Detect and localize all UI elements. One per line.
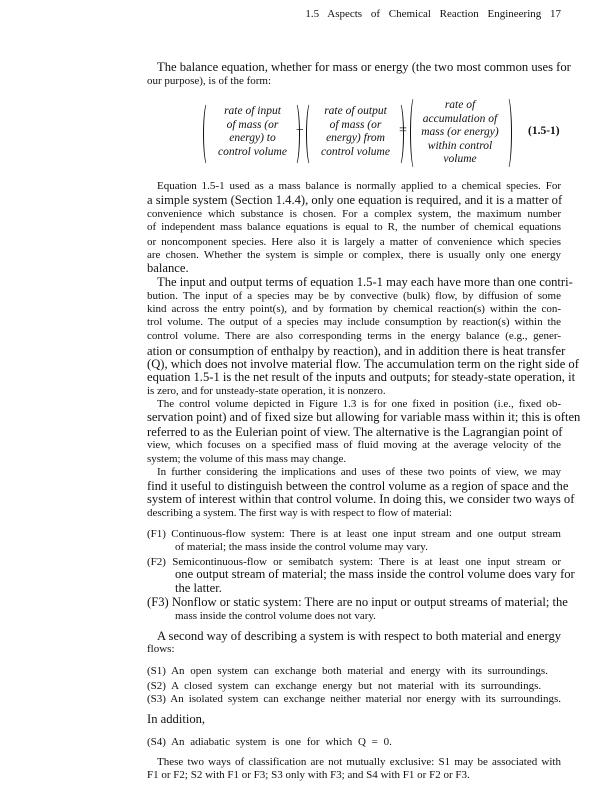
text-line: mass inside the control volume does not vary. — [175, 610, 376, 622]
equation-number: (1.5-1) — [528, 125, 560, 137]
text-line: system; the volume of this mass may change. — [147, 453, 347, 465]
text-line: convenience which substance is chosen. For a complex system, the maximum number — [147, 208, 561, 220]
list-item-f1: (F1) Continuous-flow system: There is at least one input stream and one output stream — [147, 528, 561, 540]
text-line: the latter. — [175, 581, 222, 595]
text-line: control volume. There are also corresponding terms in the energy balance (e.g., gener- — [147, 330, 561, 342]
minus-sign: − — [296, 123, 304, 138]
text-line: trol volume. The output of a species may include consumption by reaction(s) within the — [147, 316, 561, 328]
text-line: our purpose), is of the form: — [147, 75, 272, 87]
text-line: one output stream of material; the mass inside the control volume does vary for — [175, 567, 575, 581]
text-line: view, which focuses on a specified mass of fluid moving at the average velocity of the — [147, 439, 561, 451]
text-line: referred to as the Eulerian point of view. The alternative is the Lagrangian point of — [147, 425, 563, 439]
text-line: a simple system (Section 1.4.4), only one equation is required, and it is a matter of — [147, 193, 563, 207]
text-line: or noncomponent species. Here also it is largely a matter of convenience which species — [147, 236, 561, 248]
text-line: kind across the entry point(s), and by formation by chemical reaction(s) within the con- — [147, 303, 561, 315]
text-line: ation or consumption of enthalpy by reaction), and in addition there is heat transfer — [147, 344, 566, 358]
list-item-f2: (F2) Semicontinuous-flow or semibatch system: There is at least one input stream or — [147, 556, 561, 568]
text-line: balance. — [147, 261, 189, 275]
list-item-s4: (S4) An adiabatic system is one for which Q = 0. — [147, 736, 392, 748]
text-line: of independent mass balance equations is equal to R, the number of chemical equations — [147, 221, 561, 233]
text-line: In addition, — [147, 712, 206, 726]
list-item-s3: (S3) An isolated system can exchange neither material nor energy with its surroundings. — [147, 693, 561, 705]
text-line: of material; the mass inside the control volume may vary. — [175, 541, 428, 553]
equation-term-input: rate of input of mass (or energy) to control volume — [218, 105, 287, 158]
text-line: F1 or F2; S2 with F1 or F3; S3 only with F3; and S4 with F1 or F2 or F3. — [147, 769, 470, 781]
right-paren — [503, 96, 512, 170]
list-item-s2: (S2) A closed system can exchange energy but not material with its surroundings. — [147, 680, 542, 692]
list-item-f3: (F3) Nonflow or static system: There are no input or output streams of material; the — [147, 595, 568, 609]
text-line: These two ways of classification are not mutually exclusive: S1 may be associated with — [157, 756, 561, 768]
equation-term-output: rate of output of mass (or energy) from control volume — [321, 105, 390, 158]
equation-term-accumulation: rate of accumulation of mass (or energy) within control volume — [421, 99, 499, 165]
text-line: Equation 1.5-1 used as a mass balance is normally applied to a chemical species. For — [157, 180, 561, 192]
text-line: A second way of describing a system is with respect to both material and energy — [157, 629, 562, 643]
text-line: bution. The input of a species may be by convective (bulk) flow, by diffusion of some — [147, 290, 561, 302]
text-line: are chosen. Whether the system is simple or complex, there is usually only one energy — [147, 249, 561, 261]
text-line: system of interest within that control volume. In doing this, we consider two ways of — [147, 492, 575, 506]
text-line: flows: — [147, 643, 175, 655]
text-line: The balance equation, whether for mass or energy (the two most common uses for — [157, 60, 571, 74]
running-header: 1.5 Aspects of Chemical Reaction Engineering 17 — [305, 8, 561, 20]
text-line: In further considering the implications and uses of these two points of view, we may — [157, 466, 561, 478]
text-line: equation 1.5-1 is the net result of the inputs and outputs; for steady-state operation, it — [147, 370, 576, 384]
text-line: is zero, and for unsteady-state operation, it is nonzero. — [147, 385, 386, 397]
equals-sign: = — [399, 123, 407, 138]
text-line: (Q), which does not involve material flow. The accumulation term on the right side of — [147, 357, 579, 371]
list-item-s1: (S1) An open system can exchange both material and energy with its surroundings. — [147, 665, 548, 677]
text-line: servation point) and of fixed size but allowing for variable mass within it; this is often — [147, 410, 581, 424]
text-line: The input and output terms of equation 1.5-1 may each have more than one contri- — [157, 275, 573, 289]
text-line: The control volume depicted in Figure 1.3 is for one fixed in position (i.e., fixed ob- — [157, 398, 561, 410]
text-line: describing a system. The first way is with respect to flow of material: — [147, 507, 452, 519]
text-line: find it useful to distinguish between the control volume as a region of space and the — [147, 479, 569, 493]
